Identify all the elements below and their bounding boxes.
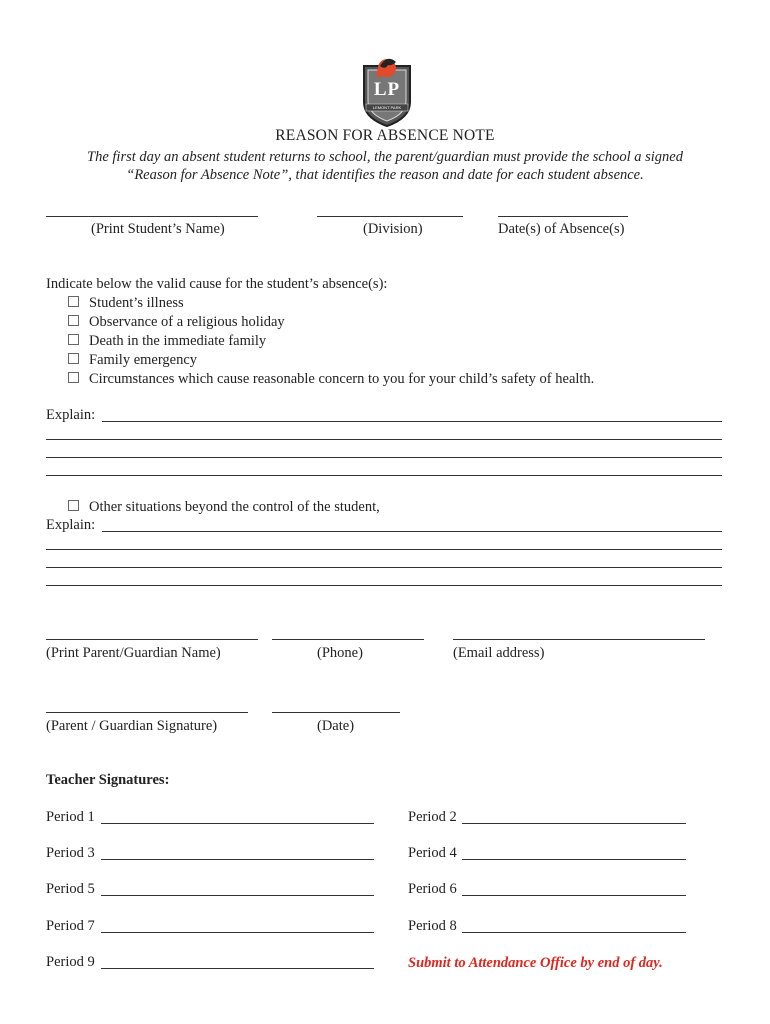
student-name-label: (Print Student’s Name) xyxy=(91,221,225,237)
explain-label: Explain: xyxy=(46,407,96,423)
signature-label: (Parent / Guardian Signature) xyxy=(46,718,218,734)
checkbox[interactable] xyxy=(68,315,79,326)
period-8-label: Period 8 xyxy=(408,918,457,934)
parent-name-label: (Print Parent/Guardian Name) xyxy=(46,645,221,661)
logo-letters: LP xyxy=(373,79,401,100)
logo-banner: LEMONT PARK xyxy=(372,105,402,110)
division-line[interactable] xyxy=(317,216,463,217)
parent-name-line[interactable] xyxy=(46,639,258,640)
checkbox[interactable] xyxy=(68,353,79,364)
period-7-line[interactable] xyxy=(101,932,374,933)
division-label: (Division) xyxy=(363,221,423,237)
other-explain-line-1[interactable] xyxy=(102,531,722,532)
period-3-label: Period 3 xyxy=(46,845,95,861)
cause-illness[interactable]: Student’s illness xyxy=(68,294,184,312)
period-7-label: Period 7 xyxy=(46,918,95,934)
period-4-label: Period 4 xyxy=(408,845,457,861)
period-6-line[interactable] xyxy=(462,895,686,896)
period-1-line[interactable] xyxy=(101,823,374,824)
other-explain-line-4[interactable] xyxy=(46,585,722,586)
dates-label: Date(s) of Absence(s) xyxy=(498,221,625,237)
cause-safety-concern[interactable]: Circumstances which cause reasonable concern to you for your child’s safety of health. xyxy=(68,370,594,388)
period-3-line[interactable] xyxy=(101,859,374,860)
checkbox[interactable] xyxy=(68,372,79,383)
intro-line-2: “Reason for Absence Note”, that identifies the reason and date for each student absence. xyxy=(126,167,644,183)
period-2-label: Period 2 xyxy=(408,809,457,825)
other-situations[interactable]: Other situations beyond the control of the student, xyxy=(68,498,380,516)
explain-line-4[interactable] xyxy=(46,475,722,476)
explain-line-3[interactable] xyxy=(46,457,722,458)
period-9-line[interactable] xyxy=(101,968,374,969)
period-2-line[interactable] xyxy=(462,823,686,824)
signature-line[interactable] xyxy=(46,712,248,713)
phone-line[interactable] xyxy=(272,639,424,640)
period-8-line[interactable] xyxy=(462,932,686,933)
other-explain-label: Explain: xyxy=(46,517,96,533)
cause-religious-holiday[interactable]: Observance of a religious holiday xyxy=(68,313,285,331)
period-9-label: Period 9 xyxy=(46,954,95,970)
checkbox[interactable] xyxy=(68,500,79,511)
checkbox[interactable] xyxy=(68,334,79,345)
intro-line-1: The first day an absent student returns to school, the parent/guardian must provide the school a signed xyxy=(87,149,683,165)
student-name-line[interactable] xyxy=(46,216,258,217)
other-explain-line-2[interactable] xyxy=(46,549,722,550)
period-5-label: Period 5 xyxy=(46,881,95,897)
period-1-label: Period 1 xyxy=(46,809,95,825)
phone-label: (Phone) xyxy=(317,645,363,661)
dates-line[interactable] xyxy=(498,216,628,217)
date-line[interactable] xyxy=(272,712,400,713)
page-title: REASON FOR ABSENCE NOTE xyxy=(275,127,495,144)
period-4-line[interactable] xyxy=(462,859,686,860)
date-label: (Date) xyxy=(317,718,355,734)
explain-line-2[interactable] xyxy=(46,439,722,440)
causes-prompt: Indicate below the valid cause for the student’s absence(s): xyxy=(46,276,388,292)
period-6-label: Period 6 xyxy=(408,881,457,897)
email-label: (Email address) xyxy=(453,645,545,661)
cause-family-emergency[interactable]: Family emergency xyxy=(68,351,197,369)
teacher-signatures-heading: Teacher Signatures: xyxy=(46,772,170,788)
school-logo xyxy=(358,52,416,128)
other-explain-line-3[interactable] xyxy=(46,567,722,568)
email-line[interactable] xyxy=(453,639,705,640)
checkbox[interactable] xyxy=(68,296,79,307)
period-5-line[interactable] xyxy=(101,895,374,896)
explain-line-1[interactable] xyxy=(102,421,722,422)
cause-death-in-family[interactable]: Death in the immediate family xyxy=(68,332,266,350)
submit-note: Submit to Attendance Office by end of day. xyxy=(408,955,663,971)
